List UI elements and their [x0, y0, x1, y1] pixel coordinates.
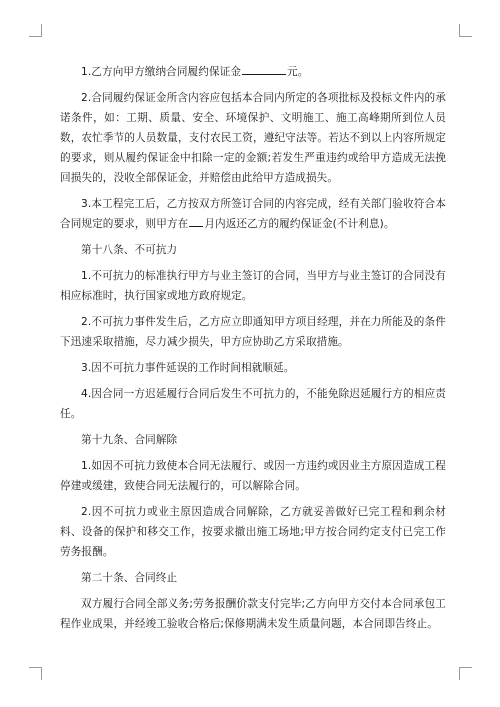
crop-mark-bottom-right-v [459, 667, 460, 680]
return-text-end: 月内返还乙方的履约保证金(不计利息)。 [204, 218, 395, 230]
crop-mark-bottom-right-h [459, 667, 472, 668]
article-19-heading: 第十九条、合同解除 [81, 434, 178, 446]
article-18-clause-4: 4.因合同一方迟延履行合同后发生不可抗力的，不能免除迟延履行方的相应责任。 [60, 388, 446, 420]
deposit-amount-blank [242, 63, 286, 75]
article-20-clause: 双方履行合同全部义务;劳务报酬价款支付完毕;乙方向甲方交付本合同承包工程作业成果，并经竣工验收合格后;保修期满未发生质量问题，本合同即告终止。 [60, 598, 446, 630]
paragraph-deposit-amount [60, 62, 446, 82]
document-body [60, 62, 446, 634]
deposit-unit: 元。 [287, 66, 309, 78]
article-19-clause-1: 1.如因不可抗力致使本合同无法履行、或因一方违约或因业主方原因造成工程停建或缓建，致使合同无法履行的，可以解除合同。 [60, 460, 446, 492]
paragraph-deposit-return [60, 194, 446, 234]
return-text: 3.本工程完工后，乙方按双方所签订合同的内容完成，经有关部门验收符合本合同规定的要求，则甲方在 [60, 198, 446, 230]
article-18-clause-3: 3.因不可抗力事件延误的工作时间相就顺延。 [81, 362, 295, 374]
deposit-text: 1.乙方向甲方缴纳合同履约保证金 [81, 66, 242, 78]
article-18-clause-1: 1.不可抗力的标准执行甲方与业主签订的合同，当甲方与业主签订的合同没有相应标准时，执行国家或地方政府规定。 [60, 270, 446, 302]
article-19-clause-2: 2.因不可抗力或业主原因造成合同解除，乙方就妥善做好已完工程和剩余材料、设备的保护和移交工作，按要求撤出施工场地;甲方按合同约定支付已完工作劳务报酬。 [60, 506, 446, 558]
article-20-heading: 第二十条、合同终止 [81, 572, 178, 584]
paragraph-deposit-content: 2.合同履约保证金所含内容应包括本合同内所定的各项批标及投标文件内的承诺条件，如：工期、质量、安全、环境保护、文明施工、施工高峰期所到位人员数，农忙季节的人员数量，支付农民工资，遵纪守法等。若达不到以上内容所规定的要求，则从履约保证金中扣除一定的金额;若发生严重违约或给甲方造成无法挽回损失的，没收全部保证金，并赔偿由此给甲方造成损失。 [60, 92, 446, 184]
months-blank [189, 215, 203, 227]
crop-mark-top-right-h [459, 36, 472, 37]
crop-mark-top-right-v [459, 24, 460, 37]
crop-mark-bottom-left-v [41, 667, 42, 680]
article-18-clause-2: 2.不可抗力事件发生后，乙方应立即通知甲方项目经理，并在力所能及的条件下迅速采取措施，尽力减少损失，甲方应协助乙方采取措施。 [60, 316, 446, 348]
article-18-heading: 第十八条、不可抗力 [81, 244, 178, 256]
crop-mark-top-left-v [41, 24, 42, 37]
